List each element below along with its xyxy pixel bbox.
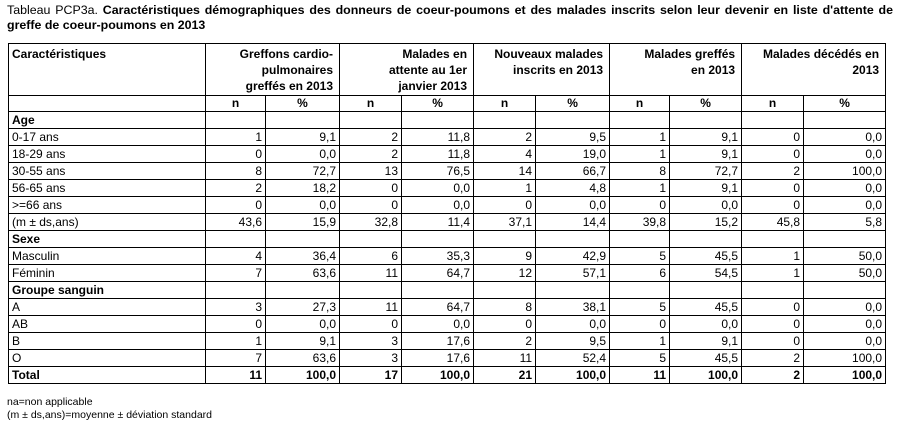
cell-n: 21 <box>474 367 536 384</box>
section-empty-cell <box>536 231 610 248</box>
section-empty-cell <box>402 112 474 129</box>
subheader-n: n <box>610 96 670 112</box>
section-empty-cell <box>206 282 266 299</box>
cell-pct: 17,6 <box>402 333 474 350</box>
section-empty-cell <box>670 112 742 129</box>
section-empty-cell <box>804 282 886 299</box>
cell-pct: 35,3 <box>402 248 474 265</box>
cell-n: 43,6 <box>206 214 266 231</box>
cell-pct: 0,0 <box>536 197 610 214</box>
cell-pct: 38,1 <box>536 299 610 316</box>
cell-n: 1 <box>742 265 804 282</box>
cell-pct: 72,7 <box>670 163 742 180</box>
cell-pct: 45,5 <box>670 248 742 265</box>
cell-n: 0 <box>206 146 266 163</box>
cell-pct: 0,0 <box>804 333 886 350</box>
table-row <box>9 333 886 350</box>
section-empty-cell <box>742 231 804 248</box>
section-empty-cell <box>402 231 474 248</box>
header-characteristics: Caractéristiques <box>9 44 206 96</box>
section-empty-cell <box>742 112 804 129</box>
subheader-pct: % <box>536 96 610 112</box>
table-row <box>9 146 886 163</box>
subheader-blank <box>9 96 206 112</box>
table-row <box>9 129 886 146</box>
table-title-text: Caractéristiques démographiques des donneurs de coeur-poumons et des malades inscrits selon leur devenir en liste d'attente de greffe de coeur-poumons en 2013 <box>7 3 894 32</box>
table-title <box>7 3 893 33</box>
cell-n: 6 <box>610 265 670 282</box>
cell-n: 6 <box>340 248 402 265</box>
header-group: Malades décédés en 2013 <box>742 44 886 96</box>
cell-pct: 100,0 <box>804 367 886 384</box>
row-label: 0-17 ans <box>9 129 206 146</box>
cell-n: 0 <box>474 197 536 214</box>
section-empty-cell <box>402 282 474 299</box>
cell-pct: 72,7 <box>266 163 340 180</box>
section-label: Age <box>9 112 206 129</box>
cell-pct: 100,0 <box>266 367 340 384</box>
cell-n: 2 <box>474 129 536 146</box>
row-label: >=66 ans <box>9 197 206 214</box>
cell-pct: 9,1 <box>670 129 742 146</box>
cell-pct: 54,5 <box>670 265 742 282</box>
cell-pct: 15,2 <box>670 214 742 231</box>
cell-n: 3 <box>340 333 402 350</box>
subheader-n: n <box>474 96 536 112</box>
cell-n: 8 <box>610 163 670 180</box>
cell-pct: 0,0 <box>670 197 742 214</box>
cell-n: 3 <box>340 350 402 367</box>
cell-n: 1 <box>742 248 804 265</box>
total-row <box>9 367 886 384</box>
cell-n: 1 <box>610 333 670 350</box>
cell-pct: 100,0 <box>804 163 886 180</box>
cell-pct: 64,7 <box>402 265 474 282</box>
section-empty-cell <box>206 231 266 248</box>
table-row <box>9 214 886 231</box>
cell-pct: 9,5 <box>536 129 610 146</box>
section-row <box>9 282 886 299</box>
cell-pct: 52,4 <box>536 350 610 367</box>
subheader-pct: % <box>670 96 742 112</box>
section-empty-cell <box>610 282 670 299</box>
cell-n: 2 <box>206 180 266 197</box>
section-empty-cell <box>340 231 402 248</box>
cell-pct: 9,1 <box>266 129 340 146</box>
header-group: Malades en attente au 1er janvier 2013 <box>340 44 474 96</box>
cell-n: 0 <box>340 180 402 197</box>
subheader-pct: % <box>266 96 340 112</box>
cell-pct: 9,1 <box>670 146 742 163</box>
cell-n: 0 <box>610 197 670 214</box>
cell-pct: 66,7 <box>536 163 610 180</box>
table-row <box>9 180 886 197</box>
cell-n: 8 <box>474 299 536 316</box>
cell-n: 37,1 <box>474 214 536 231</box>
cell-pct: 76,5 <box>402 163 474 180</box>
cell-n: 1 <box>206 129 266 146</box>
cell-pct: 27,3 <box>266 299 340 316</box>
cell-n: 9 <box>474 248 536 265</box>
cell-n: 0 <box>742 299 804 316</box>
cell-pct: 4,8 <box>536 180 610 197</box>
cell-n: 0 <box>742 180 804 197</box>
cell-pct: 0,0 <box>536 316 610 333</box>
footnote: na=non applicable <box>7 396 93 408</box>
section-empty-cell <box>340 112 402 129</box>
cell-pct: 0,0 <box>402 197 474 214</box>
cell-n: 13 <box>340 163 402 180</box>
section-row <box>9 112 886 129</box>
cell-n: 32,8 <box>340 214 402 231</box>
cell-n: 1 <box>474 180 536 197</box>
section-empty-cell <box>474 112 536 129</box>
cell-pct: 50,0 <box>804 248 886 265</box>
cell-pct: 100,0 <box>402 367 474 384</box>
cell-n: 0 <box>206 316 266 333</box>
cell-pct: 0,0 <box>266 146 340 163</box>
cell-pct: 36,4 <box>266 248 340 265</box>
cell-n: 2 <box>742 350 804 367</box>
cell-pct: 0,0 <box>266 316 340 333</box>
cell-n: 4 <box>474 146 536 163</box>
cell-pct: 45,5 <box>670 350 742 367</box>
table-row <box>9 248 886 265</box>
cell-pct: 0,0 <box>804 197 886 214</box>
cell-pct: 11,8 <box>402 129 474 146</box>
cell-pct: 9,5 <box>536 333 610 350</box>
cell-pct: 100,0 <box>670 367 742 384</box>
section-empty-cell <box>670 231 742 248</box>
row-label: O <box>9 350 206 367</box>
section-label: Sexe <box>9 231 206 248</box>
cell-pct: 19,0 <box>536 146 610 163</box>
cell-pct: 14,4 <box>536 214 610 231</box>
header-group: Malades greffés en 2013 <box>610 44 742 96</box>
table-row <box>9 299 886 316</box>
row-label: Masculin <box>9 248 206 265</box>
cell-n: 2 <box>340 146 402 163</box>
section-empty-cell <box>804 112 886 129</box>
table-row <box>9 265 886 282</box>
section-empty-cell <box>536 282 610 299</box>
cell-n: 0 <box>742 146 804 163</box>
section-empty-cell <box>742 282 804 299</box>
section-empty-cell <box>266 112 340 129</box>
cell-n: 7 <box>206 350 266 367</box>
cell-n: 0 <box>742 333 804 350</box>
cell-n: 11 <box>206 367 266 384</box>
footnote: (m ± ds,ans)=moyenne ± déviation standard <box>7 409 213 421</box>
cell-n: 5 <box>610 350 670 367</box>
row-label: B <box>9 333 206 350</box>
cell-pct: 0,0 <box>804 146 886 163</box>
cell-pct: 0,0 <box>804 316 886 333</box>
cell-pct: 18,2 <box>266 180 340 197</box>
section-empty-cell <box>474 231 536 248</box>
cell-pct: 45,5 <box>670 299 742 316</box>
cell-pct: 9,1 <box>670 180 742 197</box>
cell-n: 12 <box>474 265 536 282</box>
cell-n: 45,8 <box>742 214 804 231</box>
cell-n: 5 <box>610 248 670 265</box>
cell-n: 2 <box>340 129 402 146</box>
cell-n: 14 <box>474 163 536 180</box>
cell-pct: 100,0 <box>536 367 610 384</box>
cell-n: 8 <box>206 163 266 180</box>
section-empty-cell <box>536 112 610 129</box>
cell-pct: 64,7 <box>402 299 474 316</box>
cell-pct: 15,9 <box>266 214 340 231</box>
section-empty-cell <box>610 231 670 248</box>
cell-n: 17 <box>340 367 402 384</box>
row-label: Total <box>9 367 206 384</box>
cell-n: 1 <box>610 146 670 163</box>
cell-pct: 11,8 <box>402 146 474 163</box>
cell-pct: 0,0 <box>804 180 886 197</box>
table-title-prefix: Tableau PCP3a. <box>7 3 98 17</box>
cell-n: 1 <box>610 180 670 197</box>
subheader-n: n <box>340 96 402 112</box>
cell-pct: 63,6 <box>266 350 340 367</box>
row-label: 56-65 ans <box>9 180 206 197</box>
cell-pct: 63,6 <box>266 265 340 282</box>
cell-pct: 9,1 <box>266 333 340 350</box>
row-label: 30-55 ans <box>9 163 206 180</box>
cell-n: 2 <box>742 163 804 180</box>
cell-n: 0 <box>474 316 536 333</box>
cell-pct: 9,1 <box>670 333 742 350</box>
section-row <box>9 231 886 248</box>
header-group: Greffons cardio-pulmonaires greffés en 2013 <box>206 44 340 96</box>
row-label: Féminin <box>9 265 206 282</box>
cell-n: 4 <box>206 248 266 265</box>
row-label: (m ± ds,ans) <box>9 214 206 231</box>
cell-pct: 57,1 <box>536 265 610 282</box>
cell-n: 11 <box>340 265 402 282</box>
cell-pct: 0,0 <box>402 180 474 197</box>
cell-n: 11 <box>340 299 402 316</box>
cell-n: 2 <box>474 333 536 350</box>
table-row <box>9 316 886 333</box>
cell-n: 0 <box>742 129 804 146</box>
cell-n: 2 <box>742 367 804 384</box>
cell-pct: 11,4 <box>402 214 474 231</box>
cell-n: 39,8 <box>610 214 670 231</box>
cell-n: 0 <box>340 316 402 333</box>
cell-n: 11 <box>474 350 536 367</box>
cell-pct: 50,0 <box>804 265 886 282</box>
subheader-n: n <box>206 96 266 112</box>
table-row <box>9 163 886 180</box>
table-row <box>9 197 886 214</box>
cell-n: 0 <box>340 197 402 214</box>
header-group: Nouveaux malades inscrits en 2013 <box>474 44 610 96</box>
cell-n: 5 <box>610 299 670 316</box>
cell-pct: 0,0 <box>804 129 886 146</box>
cell-pct: 0,0 <box>804 299 886 316</box>
data-table <box>8 43 886 384</box>
row-label: AB <box>9 316 206 333</box>
subheader-n: n <box>742 96 804 112</box>
section-empty-cell <box>340 282 402 299</box>
footnotes <box>7 396 212 422</box>
cell-n: 7 <box>206 265 266 282</box>
cell-n: 3 <box>206 299 266 316</box>
section-empty-cell <box>206 112 266 129</box>
row-label: A <box>9 299 206 316</box>
section-empty-cell <box>266 231 340 248</box>
section-empty-cell <box>670 282 742 299</box>
subheader-pct: % <box>804 96 886 112</box>
cell-pct: 42,9 <box>536 248 610 265</box>
cell-n: 1 <box>206 333 266 350</box>
table-row <box>9 350 886 367</box>
section-label: Groupe sanguin <box>9 282 206 299</box>
cell-n: 0 <box>742 197 804 214</box>
section-empty-cell <box>266 282 340 299</box>
cell-pct: 17,6 <box>402 350 474 367</box>
cell-n: 0 <box>742 316 804 333</box>
section-empty-cell <box>610 112 670 129</box>
cell-pct: 0,0 <box>402 316 474 333</box>
section-empty-cell <box>474 282 536 299</box>
section-empty-cell <box>804 231 886 248</box>
cell-pct: 5,8 <box>804 214 886 231</box>
cell-pct: 0,0 <box>670 316 742 333</box>
cell-pct: 100,0 <box>804 350 886 367</box>
row-label: 18-29 ans <box>9 146 206 163</box>
cell-pct: 0,0 <box>266 197 340 214</box>
cell-n: 0 <box>206 197 266 214</box>
subheader-pct: % <box>402 96 474 112</box>
cell-n: 1 <box>610 129 670 146</box>
cell-n: 0 <box>610 316 670 333</box>
cell-n: 11 <box>610 367 670 384</box>
